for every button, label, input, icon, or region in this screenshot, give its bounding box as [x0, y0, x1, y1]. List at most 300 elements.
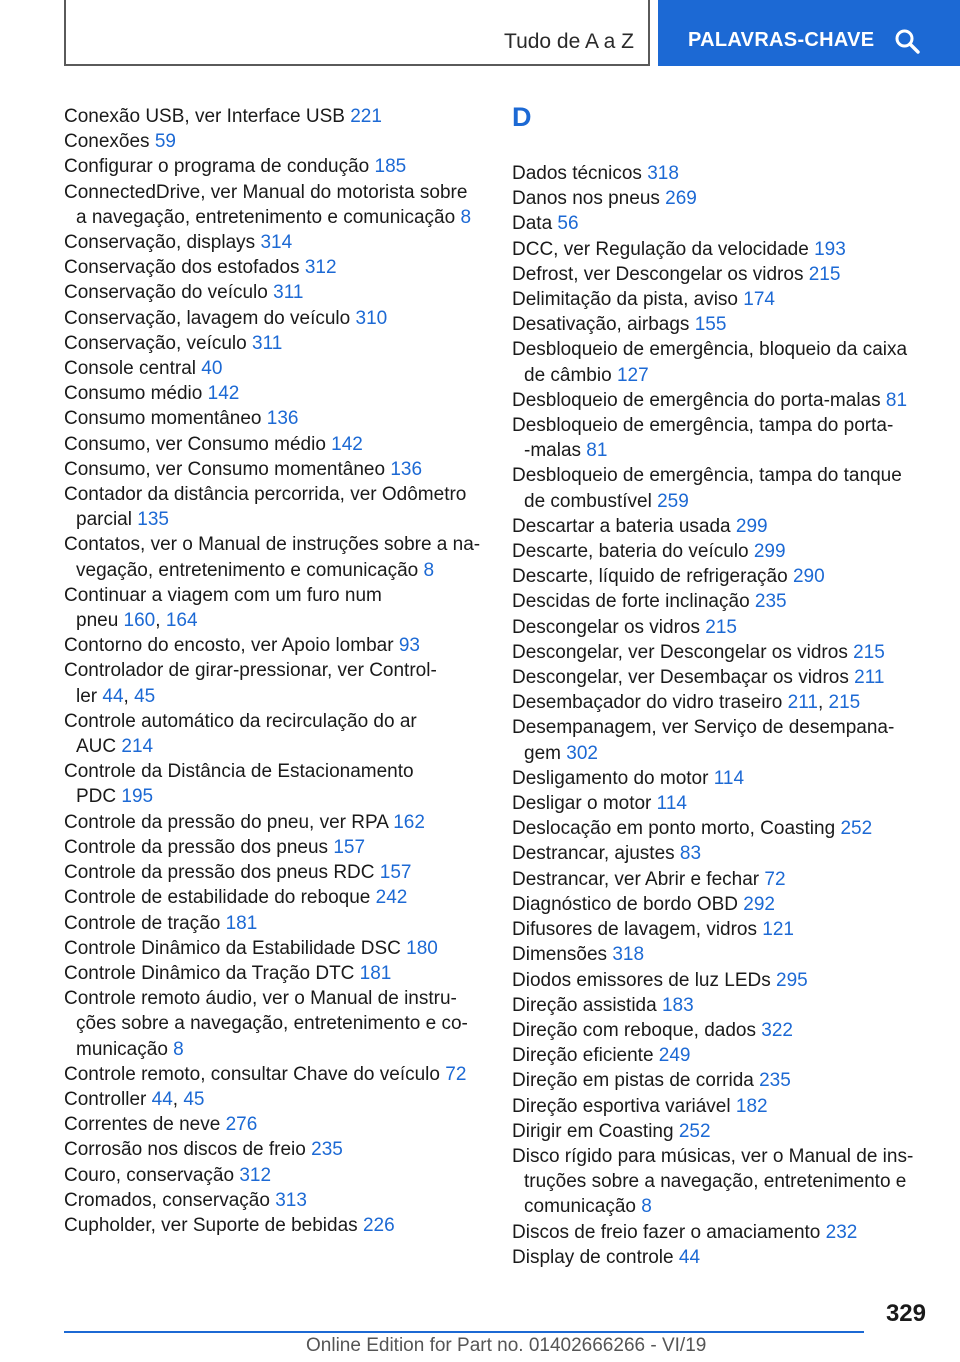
- index-entry-text: ções sobre a navegação, entretenimento e co‐: [76, 1013, 468, 1035]
- index-entry-text: Conservação, displays: [64, 232, 261, 254]
- page-reference-link[interactable]: 142: [207, 383, 240, 405]
- index-entry-term: [64, 1139, 343, 1160]
- page-reference-link[interactable]: 72: [445, 1063, 467, 1085]
- index-entry-term: [512, 415, 893, 436]
- index-entry-text: Consumo, ver Consumo momentâneo: [64, 458, 391, 480]
- index-entry-continuation: [64, 1037, 484, 1062]
- index-entry-term: [64, 761, 414, 782]
- page-reference-link[interactable]: 312: [304, 257, 337, 279]
- index-entry-text: Descongelar, ver Descongelar os vidros: [512, 641, 854, 663]
- page-reference-link[interactable]: 215: [808, 263, 841, 285]
- page-reference-link[interactable]: 8: [423, 559, 435, 581]
- index-entry-term: [512, 793, 687, 814]
- index-entry: [64, 709, 484, 759]
- index-entry: [512, 665, 932, 690]
- index-entry-text: Configurar o programa de condução: [64, 156, 375, 178]
- index-entry-continuation: [64, 1011, 484, 1036]
- index-entry: [64, 633, 484, 658]
- page-reference-link[interactable]: 269: [665, 188, 697, 210]
- index-entry-text: Contador da distância percorrida, ver Odômetro: [64, 484, 467, 506]
- page-reference-link[interactable]: 302: [566, 742, 598, 764]
- index-entry-term: [512, 541, 786, 562]
- page-reference-link[interactable]: 114: [656, 793, 687, 815]
- index-entry: [64, 583, 484, 633]
- index-entry-term: [512, 188, 697, 209]
- index-entry-text: Dimensões: [512, 944, 613, 966]
- index-entry: [64, 961, 484, 986]
- search-icon[interactable]: [894, 28, 920, 54]
- page-reference-link[interactable]: 185: [374, 156, 407, 178]
- index-entry-continuation: [64, 784, 484, 809]
- page-reference-link[interactable]: 235: [759, 1070, 791, 1092]
- index-entry-text: Consumo momentâneo: [64, 408, 267, 430]
- index-entry-text: Disco rígido para músicas, ver o Manual de ins‐: [512, 1145, 914, 1167]
- index-entry-term: [64, 408, 298, 429]
- index-entry: [512, 1018, 932, 1043]
- page-reference-link[interactable]: 295: [776, 969, 808, 991]
- index-entry: [64, 911, 484, 936]
- page-reference-link[interactable]: 322: [761, 1019, 793, 1041]
- index-entry-term: [64, 988, 457, 1009]
- index-entry-term: [512, 843, 701, 864]
- page-reference-link[interactable]: 311: [273, 282, 304, 304]
- page-reference-link[interactable]: 292: [743, 893, 775, 915]
- index-entry: [64, 532, 484, 582]
- index-entry-text: Corrosão nos discos de freio: [64, 1139, 312, 1161]
- index-entry-text: gem: [524, 742, 567, 764]
- index-entry: [64, 255, 484, 280]
- index-entry-continuation: [512, 1169, 932, 1194]
- index-entry: [512, 968, 932, 993]
- index-entry: [512, 312, 932, 337]
- index-entry-text: Controle de tração: [64, 912, 226, 934]
- index-entry-text: comunicação: [524, 1196, 642, 1218]
- index-entry: [512, 161, 932, 186]
- index-entry: [512, 237, 932, 262]
- index-entry-term: [512, 239, 846, 260]
- page-reference-link[interactable]: 83: [679, 843, 702, 865]
- index-entry-text: Descarte, bateria do veículo: [512, 541, 754, 563]
- index-entry-text: Consumo médio: [64, 383, 208, 405]
- page-reference-link[interactable]: 183: [661, 994, 694, 1016]
- page-reference-link[interactable]: 56: [557, 213, 579, 235]
- index-entry-term: [512, 717, 894, 738]
- page-reference-link[interactable]: 44: [151, 1088, 173, 1110]
- index-entry-continuation: [512, 489, 932, 514]
- page-reference-link[interactable]: 160: [123, 610, 156, 632]
- index-entry-text: ler: [76, 685, 103, 707]
- index-entry-term: [512, 894, 775, 915]
- index-entry-text: municação: [76, 1038, 174, 1060]
- page-reference-link[interactable]: 215: [828, 692, 861, 714]
- index-entry-text: DCC, ver Regulação da velocidade: [512, 238, 815, 260]
- index-entry-term: [512, 1070, 791, 1091]
- index-entry-text: Display de controle: [512, 1246, 679, 1268]
- index-entry-text: Direção assistida: [512, 994, 662, 1016]
- page-reference-link[interactable]: 215: [853, 641, 885, 663]
- index-entry-text: Controle Dinâmico da Tração DTC: [64, 962, 360, 984]
- index-entry-text: Controller: [64, 1088, 152, 1110]
- tab-a-to-z[interactable]: [64, 0, 650, 66]
- tab-a-to-z-label: Tudo de A a Z: [504, 30, 634, 53]
- page-reference-link[interactable]: 252: [840, 818, 873, 840]
- page-reference-link[interactable]: 155: [694, 314, 727, 336]
- index-entry-term: [512, 264, 840, 285]
- index-entry-term: [64, 333, 282, 354]
- index-entry: [64, 986, 484, 1062]
- index-entry-text: Conservação do veículo: [64, 282, 274, 304]
- index-entry-text: Dados técnicos: [512, 163, 648, 184]
- page-reference-link[interactable]: 45: [183, 1088, 205, 1110]
- index-entry: [64, 810, 484, 835]
- tab-keywords[interactable]: [658, 0, 960, 66]
- index-entry: [512, 287, 932, 312]
- page-reference-link[interactable]: 44: [102, 685, 124, 707]
- page-reference-link[interactable]: 235: [754, 591, 787, 613]
- index-entry: [64, 1163, 484, 1188]
- index-entry-term: [64, 383, 239, 404]
- index-entry-term: [64, 711, 417, 732]
- tab-keywords-label: PALAVRAS-CHAVE: [688, 29, 875, 51]
- page-reference-link[interactable]: 314: [260, 232, 293, 254]
- index-entry: [512, 791, 932, 816]
- index-entry-continuation: [512, 438, 932, 463]
- page-reference-link[interactable]: 242: [375, 887, 408, 909]
- index-entry: [512, 1144, 932, 1220]
- index-entry-text: Controle Dinâmico da Estabilidade DSC: [64, 937, 407, 959]
- index-entry: [512, 1245, 932, 1270]
- index-column-right: [512, 103, 932, 1270]
- index-entry: [512, 1119, 932, 1144]
- index-entry-term: [512, 566, 825, 587]
- index-entry: [512, 816, 932, 841]
- page-reference-link[interactable]: 259: [657, 490, 689, 512]
- index-entry-text: Data: [512, 213, 558, 235]
- index-entry: [64, 759, 484, 809]
- index-entry: [512, 917, 932, 942]
- page-reference-link[interactable]: 45: [134, 685, 156, 707]
- index-entry: [512, 337, 932, 387]
- page-reference-link[interactable]: 164: [165, 610, 198, 632]
- page-reference-link[interactable]: 174: [743, 289, 775, 311]
- page-reference-link[interactable]: 215: [705, 616, 737, 638]
- index-entry: [64, 1062, 484, 1087]
- index-entry: [64, 356, 484, 381]
- index-entry-continuation: [64, 507, 484, 532]
- page-reference-link[interactable]: 318: [647, 163, 679, 184]
- index-entry-term: [64, 1064, 466, 1085]
- page-reference-link[interactable]: 214: [121, 736, 154, 758]
- index-entry-text: pneu: [76, 610, 124, 632]
- index-entry: [512, 942, 932, 967]
- index-entry-term: [512, 163, 679, 184]
- index-entry: [64, 381, 484, 406]
- index-entry-text: Controle da pressão dos pneus RDC: [64, 862, 380, 884]
- page-reference-link[interactable]: 276: [225, 1114, 258, 1136]
- page-reference-link[interactable]: 290: [792, 566, 825, 588]
- index-entry-term: [64, 156, 406, 177]
- index-entry-term: [64, 913, 257, 934]
- index-entry-text: Desligar o motor: [512, 793, 657, 815]
- index-entry: [512, 690, 932, 715]
- index-entry: [64, 432, 484, 457]
- index-entry-text: de câmbio: [524, 364, 617, 386]
- index-entry: [512, 993, 932, 1018]
- footer-divider: [64, 1331, 864, 1333]
- index-entry: [64, 1087, 484, 1112]
- index-entry-term: [512, 1020, 793, 1041]
- index-entry-text: Controle da pressão do pneu, ver RPA: [64, 811, 394, 833]
- index-entry-text: Correntes de neve: [64, 1114, 226, 1136]
- page-reference-link[interactable]: 81: [885, 389, 908, 411]
- index-entry: [64, 658, 484, 708]
- page-reference-link[interactable]: 193: [814, 238, 846, 260]
- page-reference-link[interactable]: 252: [678, 1120, 711, 1142]
- index-entry-term: [512, 1121, 711, 1142]
- index-entry: [64, 1112, 484, 1137]
- index-entry-term: [64, 963, 391, 984]
- index-entry-term: [64, 887, 407, 908]
- index-entry-text: Desempanagem, ver Serviço de desempana‐: [512, 717, 895, 739]
- index-entry-term: [64, 182, 467, 203]
- index-entry-term: [512, 591, 787, 612]
- page-reference-link[interactable]: 181: [359, 962, 392, 984]
- index-entry-text: Direção esportiva variável: [512, 1095, 736, 1117]
- index-entry-text: Direção em pistas de corrida: [512, 1070, 760, 1092]
- index-entry-text: AUC: [76, 736, 122, 758]
- page-reference-link[interactable]: 312: [239, 1164, 272, 1186]
- index-entry-continuation: ler 44, 45: [76, 685, 156, 707]
- index-entry-term: [64, 106, 382, 127]
- index-entry: [512, 463, 932, 513]
- index-entry-term: [64, 585, 382, 606]
- index-entry-text: Conservação dos estofados: [64, 257, 305, 279]
- page-reference-link[interactable]: 181: [225, 912, 258, 934]
- index-entry-text: ConnectedDrive, ver Manual do motorista sobre: [64, 181, 468, 203]
- index-entry-text: parcial: [76, 509, 138, 531]
- page-reference-link[interactable]: 72: [764, 868, 786, 890]
- index-entry: [64, 885, 484, 910]
- index-entry-text: Conservação, lavagem do veículo: [64, 307, 356, 329]
- index-entry-term: [512, 465, 902, 486]
- index-entry: [512, 640, 932, 665]
- index-entry-text: Destrancar, ajustes: [512, 843, 680, 865]
- index-entry-text: Desligamento do motor: [512, 767, 714, 789]
- index-entry-term: [64, 232, 292, 253]
- index-entry-text: Desbloqueio de emergência, tampa do tanque: [512, 465, 902, 487]
- index-entry: [64, 457, 484, 482]
- page-reference-link[interactable]: 8: [460, 206, 472, 228]
- index-entry-term: [512, 768, 744, 789]
- index-entry-text: Direção eficiente: [512, 1045, 659, 1067]
- index-column-left: [64, 104, 484, 1238]
- index-entry-term: [64, 131, 176, 152]
- index-entry: [512, 867, 932, 892]
- index-entry: [64, 835, 484, 860]
- index-entry-term: [64, 660, 437, 681]
- index-entry-text: Danos nos pneus: [512, 188, 666, 210]
- index-entry-text: Contatos, ver o Manual de instruções sobre a na‐: [64, 534, 481, 556]
- index-entry-term: [64, 1190, 307, 1211]
- index-entry-text: Consumo, ver Consumo médio: [64, 433, 332, 455]
- page-reference-link[interactable]: 142: [331, 433, 363, 455]
- index-entry: [64, 482, 484, 532]
- page-reference-link[interactable]: 121: [762, 919, 794, 941]
- index-entry-text: Contorno do encosto, ver Apoio lombar: [64, 635, 399, 657]
- index-entry: [512, 615, 932, 640]
- page-reference-link[interactable]: 313: [275, 1189, 307, 1211]
- index-entry-term: [64, 459, 422, 480]
- index-entry-text: Descarte, líquido de refrigeração: [512, 566, 793, 588]
- page-reference-link[interactable]: 299: [753, 541, 786, 563]
- index-entry-term: [64, 308, 387, 329]
- page-reference-link[interactable]: 318: [612, 944, 645, 966]
- index-entry-text: Cromados, conservação: [64, 1189, 276, 1211]
- index-entry-term: [64, 812, 425, 833]
- index-entry-text: Descongelar, ver Desembaçar os vidros: [512, 667, 855, 689]
- index-entry-text: de combustível: [524, 490, 658, 512]
- index-entry-term: [512, 919, 794, 940]
- index-entry-text: Conservação, veículo: [64, 332, 252, 354]
- index-entry-term: [64, 282, 303, 303]
- page-reference-link[interactable]: 44: [678, 1246, 701, 1268]
- page-reference-link[interactable]: 221: [350, 106, 382, 127]
- index-entry-term: [512, 1247, 700, 1268]
- page-reference-link[interactable]: 157: [333, 836, 366, 858]
- index-entry: [64, 129, 484, 154]
- index-entry: [64, 180, 484, 230]
- index-entry-text: Destrancar, ver Abrir e fechar: [512, 868, 765, 890]
- index-entry: [64, 860, 484, 885]
- index-entry-text: truções sobre a navegação, entretenimento e: [524, 1171, 907, 1193]
- index-entry-text: Descartar a bateria usada: [512, 515, 736, 537]
- index-entry: [512, 564, 932, 589]
- index-entry-term: [512, 995, 694, 1016]
- index-entry-continuation: [512, 741, 932, 766]
- index-entry-term: [512, 390, 907, 411]
- page-reference-link[interactable]: 93: [398, 635, 420, 657]
- index-entry: [64, 1188, 484, 1213]
- index-entry-term: [512, 1045, 691, 1066]
- index-entry-text: Defrost, ver Descongelar os vidros: [512, 263, 809, 285]
- index-entry: [64, 280, 484, 305]
- index-entry-term: Controller 44, 45: [64, 1088, 205, 1110]
- index-entry-text: Diagnóstico de bordo OBD: [512, 893, 744, 915]
- index-entry-text: Controle automático da recirculação do ar: [64, 710, 417, 732]
- index-entry-term: [64, 484, 466, 505]
- index-entry-continuation: [64, 205, 484, 230]
- page-reference-link[interactable]: 195: [121, 786, 154, 808]
- index-entry-text: Controle remoto, consultar Chave do veículo: [64, 1063, 446, 1085]
- index-entry-text: -malas: [524, 440, 587, 462]
- index-entry: [64, 104, 484, 129]
- index-entry-term: [512, 869, 786, 890]
- page-reference-link[interactable]: 211: [787, 692, 818, 714]
- page-reference-link[interactable]: 114: [713, 767, 745, 789]
- index-entry: [512, 1043, 932, 1068]
- index-entry-text: vegação, entretenimento e comunicação: [76, 559, 424, 581]
- index-entry-text: Descongelar os vidros: [512, 616, 706, 638]
- page-reference-link[interactable]: 232: [825, 1221, 858, 1243]
- index-entry: [64, 1213, 484, 1238]
- index-entry-continuation: [64, 558, 484, 583]
- page-reference-link[interactable]: 8: [641, 1196, 652, 1218]
- index-entry-term: [512, 944, 644, 965]
- index-entry-term: [64, 635, 420, 656]
- index-entry-text: Desbloqueio de emergência, bloqueio da caixa: [512, 339, 908, 361]
- index-entry-term: [512, 1222, 857, 1243]
- index-entry-term: [512, 314, 726, 335]
- index-entry-text: Desbloqueio de emergência do porta-malas: [512, 389, 886, 411]
- index-entry-text: Controle remoto áudio, ver o Manual de instru‐: [64, 988, 457, 1010]
- index-entry: [512, 589, 932, 614]
- index-entry-text: Conexão USB, ver Interface USB: [64, 106, 351, 127]
- index-entry: [512, 1220, 932, 1245]
- page-reference-link[interactable]: 249: [658, 1045, 691, 1067]
- index-entry-term: [64, 938, 438, 959]
- page-reference-link[interactable]: 59: [154, 131, 176, 153]
- page-reference-link[interactable]: 81: [586, 440, 608, 462]
- page-reference-link[interactable]: 180: [406, 937, 438, 959]
- page-reference-link[interactable]: 8: [173, 1038, 184, 1060]
- index-entry-text: Descidas de forte inclinação: [512, 591, 755, 613]
- index-entry: [64, 331, 484, 356]
- index-entry-term: [64, 358, 222, 379]
- index-entry-continuation: pneu 160, 164: [76, 610, 198, 632]
- index-entry-term: [512, 818, 872, 839]
- page-reference-link[interactable]: 157: [379, 862, 412, 884]
- page-reference-link[interactable]: 299: [735, 515, 768, 537]
- index-entry-term: [512, 516, 768, 537]
- page-reference-link[interactable]: 162: [393, 811, 425, 833]
- page-reference-link[interactable]: 136: [390, 458, 423, 480]
- index-entry-text: Couro, conservação: [64, 1164, 240, 1186]
- index-entry-text: Dirigir em Coasting: [512, 1120, 679, 1142]
- index-entry: [512, 766, 932, 791]
- index-entry-text: Controle da Distância de Estacionamento: [64, 761, 414, 783]
- index-entry: [512, 211, 932, 236]
- page-reference-link[interactable]: 135: [137, 509, 169, 531]
- index-entry: [512, 892, 932, 917]
- index-entry-text: Desbloqueio de emergência, tampa do porta-: [512, 415, 894, 437]
- page-reference-link[interactable]: 235: [311, 1139, 343, 1161]
- index-entry-term: Desembaçador do vidro traseiro 211, 215: [512, 692, 861, 714]
- page-reference-link[interactable]: 211: [854, 667, 885, 689]
- index-entry: [512, 413, 932, 463]
- index-entry: [512, 388, 932, 413]
- index-entry-term: [64, 1114, 257, 1135]
- index-entry-term: [512, 213, 579, 234]
- page-reference-link[interactable]: 182: [735, 1095, 768, 1117]
- index-entry-term: [512, 289, 775, 310]
- index-entry-text: Continuar a viagem com um furo num: [64, 584, 382, 606]
- index-entry: [64, 1137, 484, 1162]
- index-entry: [64, 230, 484, 255]
- page-reference-link[interactable]: 136: [266, 408, 299, 430]
- page-reference-link[interactable]: 40: [201, 358, 223, 380]
- index-entry-term: [512, 1096, 768, 1117]
- index-entry-term: [64, 862, 412, 883]
- page-reference-link[interactable]: 311: [252, 332, 283, 354]
- page-reference-link[interactable]: 127: [616, 364, 649, 386]
- page-reference-link[interactable]: 310: [355, 307, 388, 329]
- index-entry: [512, 539, 932, 564]
- index-entry-text: a navegação, entretenimento e comunicação: [76, 206, 461, 228]
- index-entry-text: Discos de freio fazer o amaciamento: [512, 1221, 826, 1243]
- index-entry-text: Diodos emissores de luz LEDs: [512, 969, 776, 991]
- index-entry: [64, 406, 484, 431]
- page-reference-link[interactable]: 226: [362, 1214, 395, 1236]
